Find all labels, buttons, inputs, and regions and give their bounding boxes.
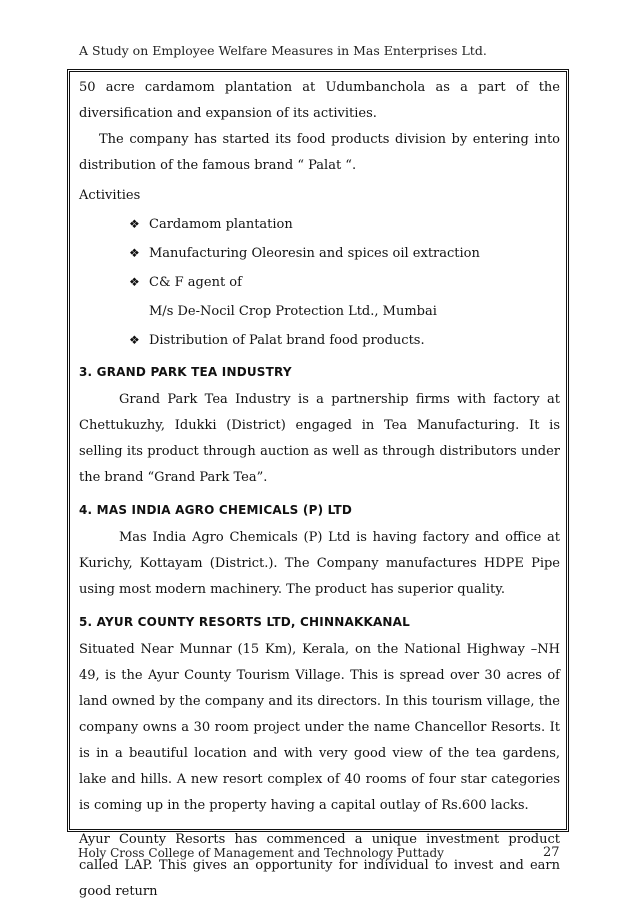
diamond-bullet-icon: ❖ bbox=[129, 275, 140, 289]
section-heading-grand-park: 3. GRAND PARK TEA INDUSTRY bbox=[79, 365, 292, 379]
running-header: A Study on Employee Welfare Measures in Mas Enterprises Ltd. bbox=[79, 43, 487, 58]
list-item-continuation bbox=[79, 297, 560, 326]
list-item bbox=[79, 239, 560, 268]
list-item bbox=[79, 210, 560, 239]
list-item bbox=[79, 268, 560, 297]
activities-label: Activities bbox=[79, 188, 141, 203]
footer-institution: Holy Cross College of Management and Technology Puttady bbox=[78, 846, 444, 860]
paragraph-food-division: The company has started its food products division by entering into distribution of the famous brand “ Palat “. bbox=[79, 132, 560, 173]
diamond-bullet-icon: ❖ bbox=[129, 246, 140, 260]
paragraph-ayur-lap: Ayur County Resorts has commenced a unique investment product called LAP. This gives an opportunity for individual to invest and earn good return bbox=[79, 832, 560, 899]
list-item-text: Cardamom plantation bbox=[149, 217, 293, 232]
page-content bbox=[79, 75, 560, 905]
paragraph-ayur-county: Situated Near Munnar (15 Km), Kerala, on the National Highway –NH 49, is the Ayur County Tourism Village. This is spread over 30 acres of land owned by the company and its directors. In this tourism village, the company owns a 30 room project under the name Chancellor Resorts. It is in a beautiful location and with very good view of the tea gardens, lake and hills. A new resort complex of 40 rooms of four star categories is coming up in the property having a capital outlay of Rs.600 lacks. bbox=[79, 642, 560, 813]
list-item-text: C& F agent of bbox=[149, 275, 242, 290]
diamond-bullet-icon: ❖ bbox=[129, 217, 140, 231]
list-item-text: Distribution of Palat brand food products. bbox=[149, 333, 425, 348]
list-item-text: M/s De-Nocil Crop Protection Ltd., Mumbai bbox=[149, 304, 437, 319]
section-heading-ayur-county: 5. AYUR COUNTY RESORTS LTD, CHINNAKKANAL bbox=[79, 615, 411, 629]
list-item bbox=[79, 326, 560, 355]
paragraph-mas-india: Mas India Agro Chemicals (P) Ltd is having factory and office at Kurichy, Kottayam (District.). The Company manufactures HDPE Pipe using most modern machinery. The product has superior quality. bbox=[79, 530, 560, 597]
paragraph-grand-park: Grand Park Tea Industry is a partnership firms with factory at Chettukuzhy, Idukki (District) engaged in Tea Manufacturing. It is selling its product through auction as well as through distributors under the brand “Grand Park Tea”. bbox=[79, 392, 560, 485]
list-item-text: Manufacturing Oleoresin and spices oil extraction bbox=[149, 246, 480, 261]
section-heading-mas-india: 4. MAS INDIA AGRO CHEMICALS (P) LTD bbox=[79, 503, 353, 517]
page-number: 27 bbox=[543, 845, 560, 860]
paragraph-cardamom: 50 acre cardamom plantation at Udumbanchola as a part of the diversification and expansion of its activities. bbox=[79, 80, 560, 121]
diamond-bullet-icon: ❖ bbox=[129, 333, 140, 347]
